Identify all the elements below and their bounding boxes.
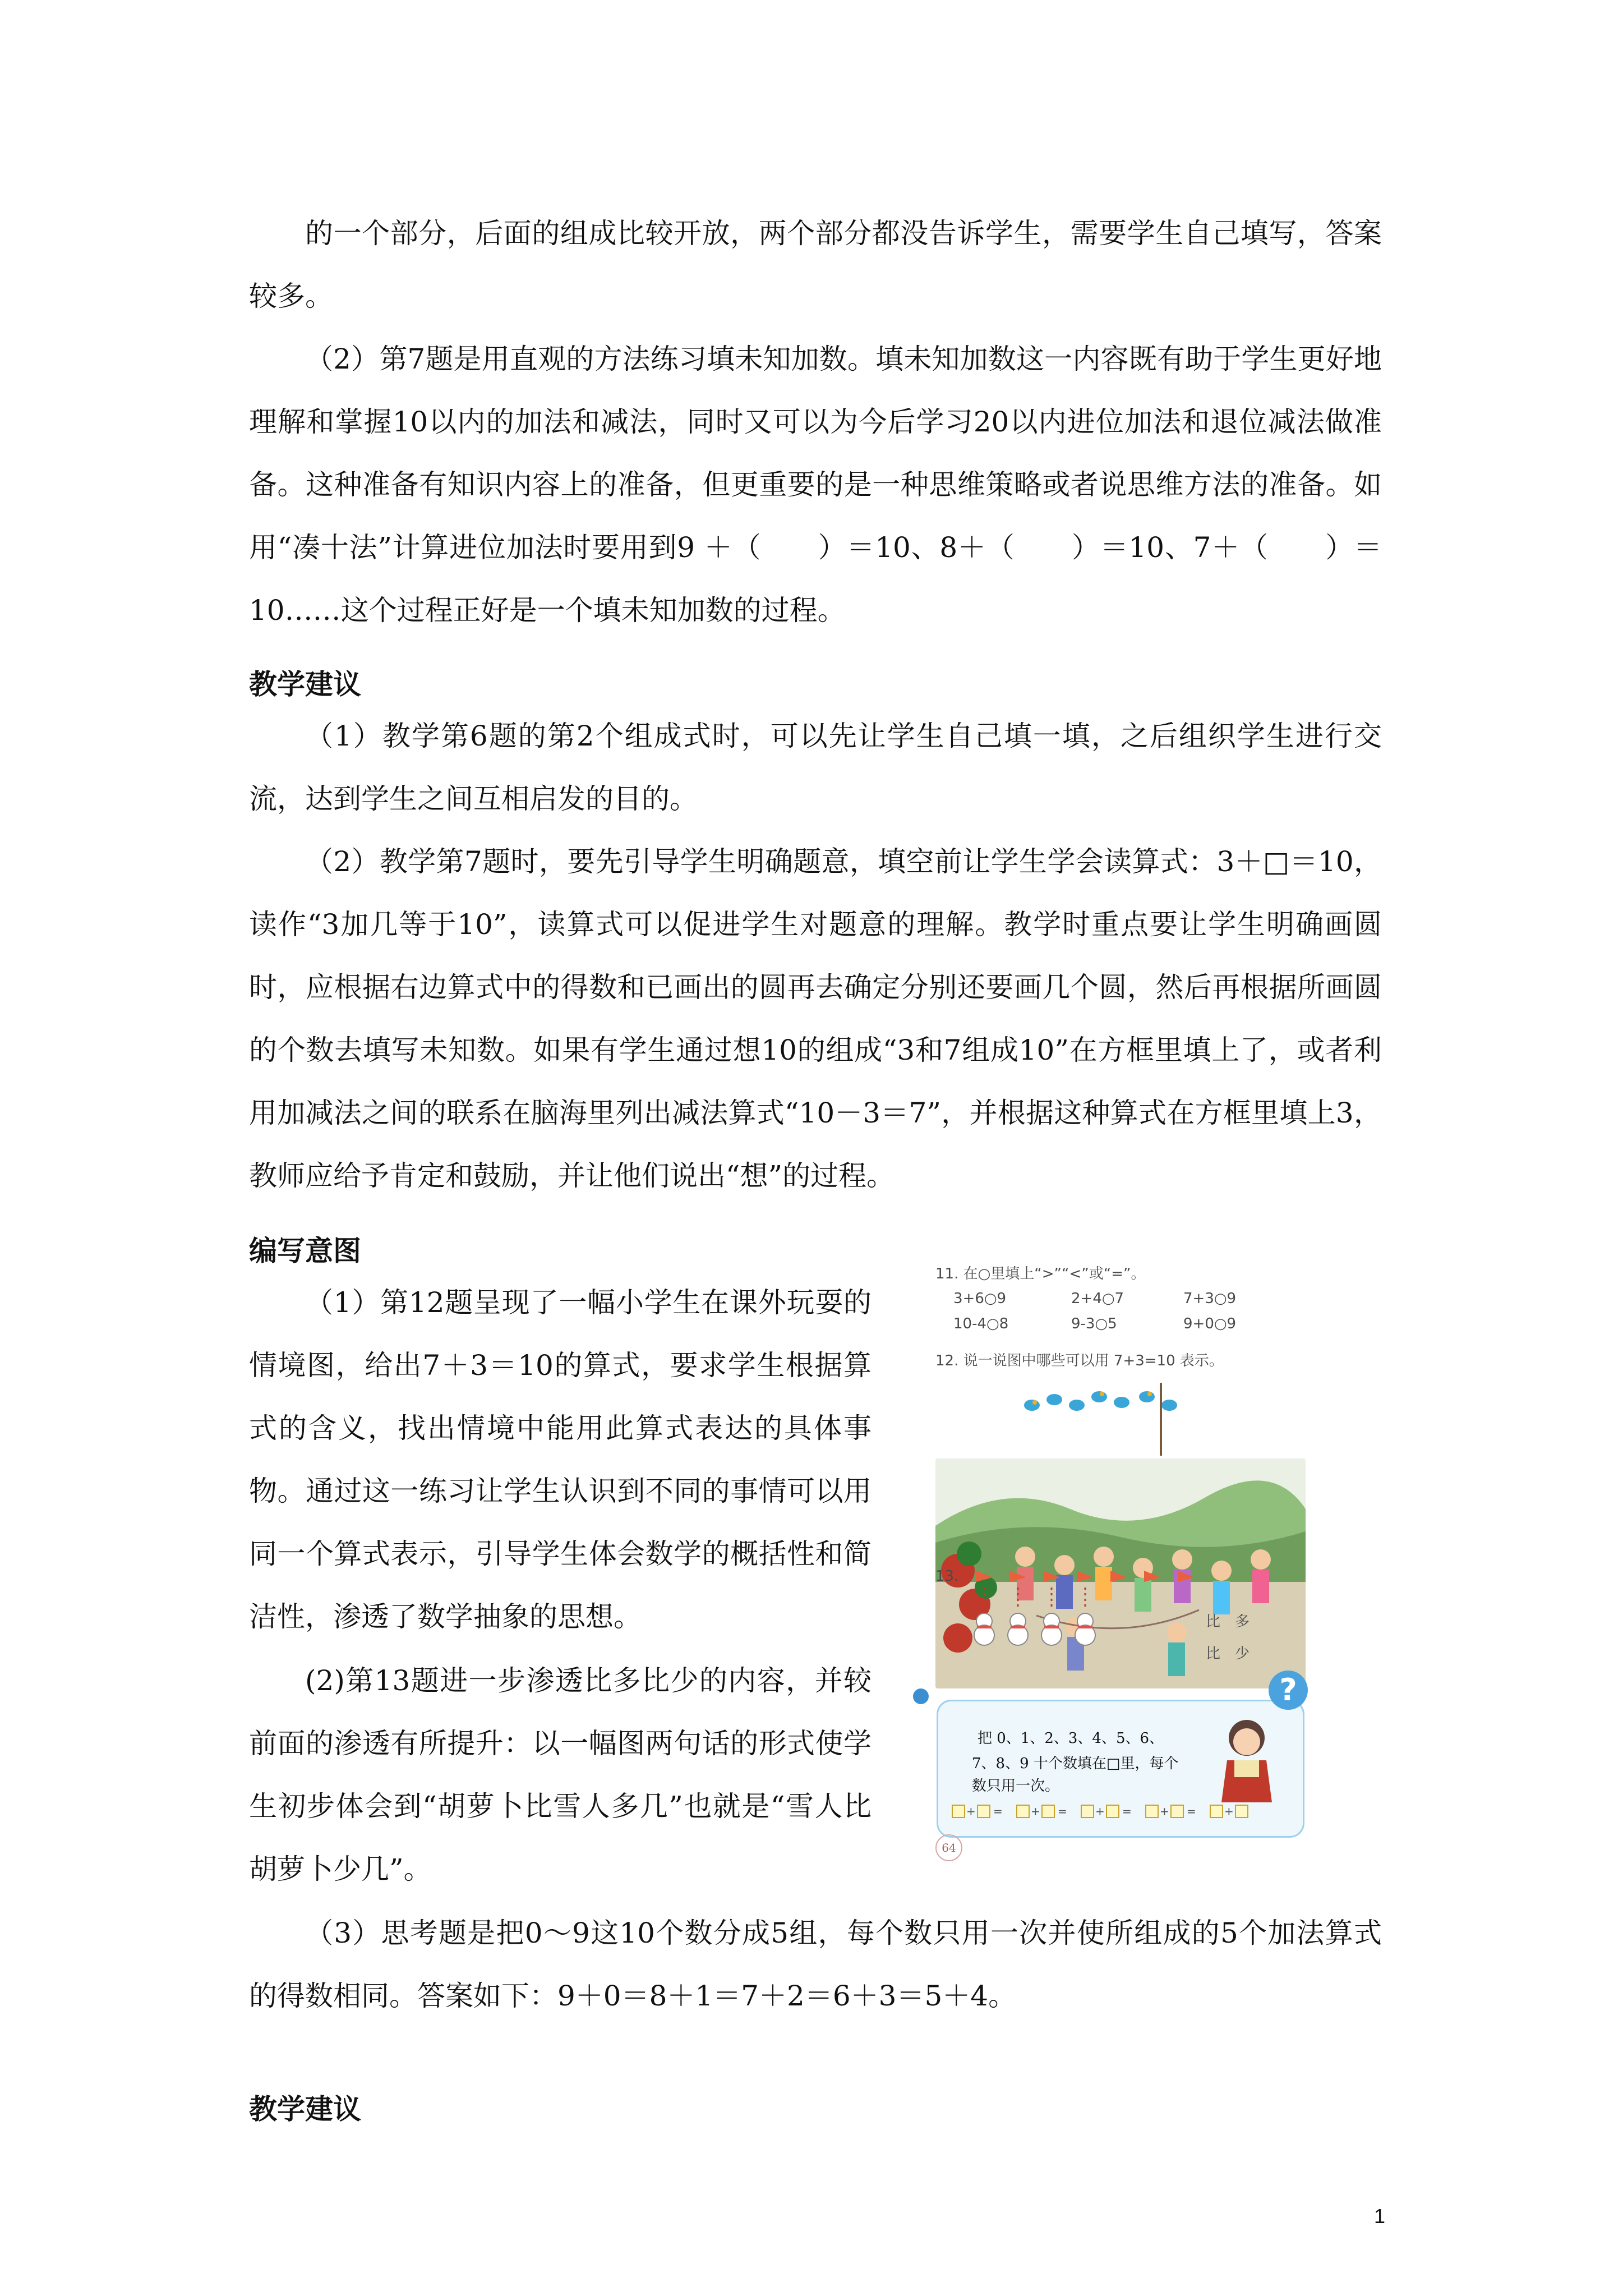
q11-title: 11. 在○里填上“>”“<”或“=”。 <box>935 1266 1146 1282</box>
paragraph-7: （3）思考题是把0～9这10个数分成5组，每个数只用一次并使所组成的5个加法算式的得数相同。答案如下：9＋0＝8＋1＝7＋2＝6＋3＝5＋4。 <box>249 1917 1382 2012</box>
q12-title: 12. 说一说图中哪些可以用 7+3=10 表示。 <box>935 1352 1224 1369</box>
think-text-2: 7、8、9 十个数填在□里，每个 <box>972 1755 1179 1772</box>
think-text-3: 数只用一次。 <box>972 1778 1060 1795</box>
svg-text:+: + <box>1095 1805 1105 1818</box>
heading-teaching-suggestion: 教学建议 <box>249 668 361 701</box>
q13-line-1: 比 多 <box>1206 1613 1250 1630</box>
question-mark-icon: ? <box>1269 1671 1308 1710</box>
q11-item: 3+6○9 <box>953 1290 1007 1307</box>
think-question-box <box>937 1700 1304 1838</box>
q11-item: 10-4○8 <box>953 1315 1009 1332</box>
svg-text:+: + <box>1160 1805 1169 1818</box>
paragraph-5: （1）第12题呈现了一幅小学生在课外玩耍的情境图，给出7＋3＝10的算式，要求学生根据算式的含义，找出情境中能用此算式表达的具体事物。通过这一练习让学生认识到不同的事情可以用同一个算式表示，引导学生体会数学的概括性和简洁性，渗透了数学抽象的思想。 <box>249 1286 872 1633</box>
q11-item: 9-3○5 <box>1071 1315 1117 1332</box>
birds-illustration <box>1021 1372 1200 1456</box>
svg-text:=: = <box>993 1805 1003 1818</box>
paragraph-1: 的一个部分，后面的组成比较开放，两个部分都没告诉学生，需要学生自己填写，答案较多。 <box>249 217 1382 312</box>
carrots-snowmen-illustration <box>965 1565 1234 1649</box>
girl-illustration <box>1202 1707 1292 1808</box>
svg-text:=: = <box>1058 1805 1067 1818</box>
svg-text:+: + <box>1031 1805 1040 1818</box>
svg-text:+: + <box>966 1805 976 1818</box>
svg-text:+: + <box>1224 1805 1234 1818</box>
heading-teaching-suggestion-2: 教学建议 <box>249 2093 361 2125</box>
hint-dot-icon <box>913 1688 929 1704</box>
q11-item: 2+4○7 <box>1071 1290 1124 1307</box>
q11-item: 9+0○9 <box>1183 1315 1237 1332</box>
paragraph-2: （2）第7题是用直观的方法练习填未知加数。填未知加数这一内容既有助于学生更好地理解和掌握10以内的加法和减法，同时又可以为今后学习20以内进位加法和退位减法做准备。这种准备有知识内容上的准备，但更重要的是一种思维策略或者说思维方法的准备。如用“凑十法”计算进位加法时要用到9 ＋（ ）＝10、8＋（ ）＝10、7＋（ ）＝10……这个过程正好是一个填未知加数的过程。 <box>249 343 1382 627</box>
q13-label: 13. <box>935 1568 959 1585</box>
paragraph-3: （1）教学第6题的第2个组成式时，可以先让学生自己填一填，之后组织学生进行交流，达到学生之间互相启发的目的。 <box>249 720 1382 815</box>
q11-item: 7+3○9 <box>1183 1290 1237 1307</box>
book-page-number: 64 <box>935 1834 962 1861</box>
think-text-1: 把 0、1、2、3、4、5、6、 <box>978 1730 1164 1747</box>
page-number: 1 <box>1373 2205 1385 2228</box>
heading-writing-intent: 编写意图 <box>249 1235 361 1267</box>
q13-line-2: 比 少 <box>1206 1645 1250 1662</box>
paragraph-4: （2）教学第7题时，要先引导学生明确题意，填空前让学生学会读算式：3＋□＝10，读作“3加几等于10”，读算式可以促进学生对题意的理解。教学时重点要让学生明确画圆时，应根据右边算式中的得数和已画出的圆再去确定分别还要画几个圆，然后再根据所画圆的个数去填写未知数。如果有学生通过想10的组成“3和7组成10”在方框里填上了，或者利用加减法之间的联系在脑海里列出减法算式“10－3＝7”，并根据这种算式在方框里填上3，教师应给予肯定和鼓励，并让他们说出“想”的过程。 <box>249 845 1382 1192</box>
paragraph-6: (2)第13题进一步渗透比多比少的内容，并较前面的渗透有所提升：以一幅图两句话的形式使学生初步体会到“胡萝卜比雪人多几”也就是“雪人比胡萝卜少几”。 <box>249 1664 872 1885</box>
svg-text:=: = <box>1122 1805 1132 1818</box>
svg-text:=: = <box>1187 1805 1196 1818</box>
